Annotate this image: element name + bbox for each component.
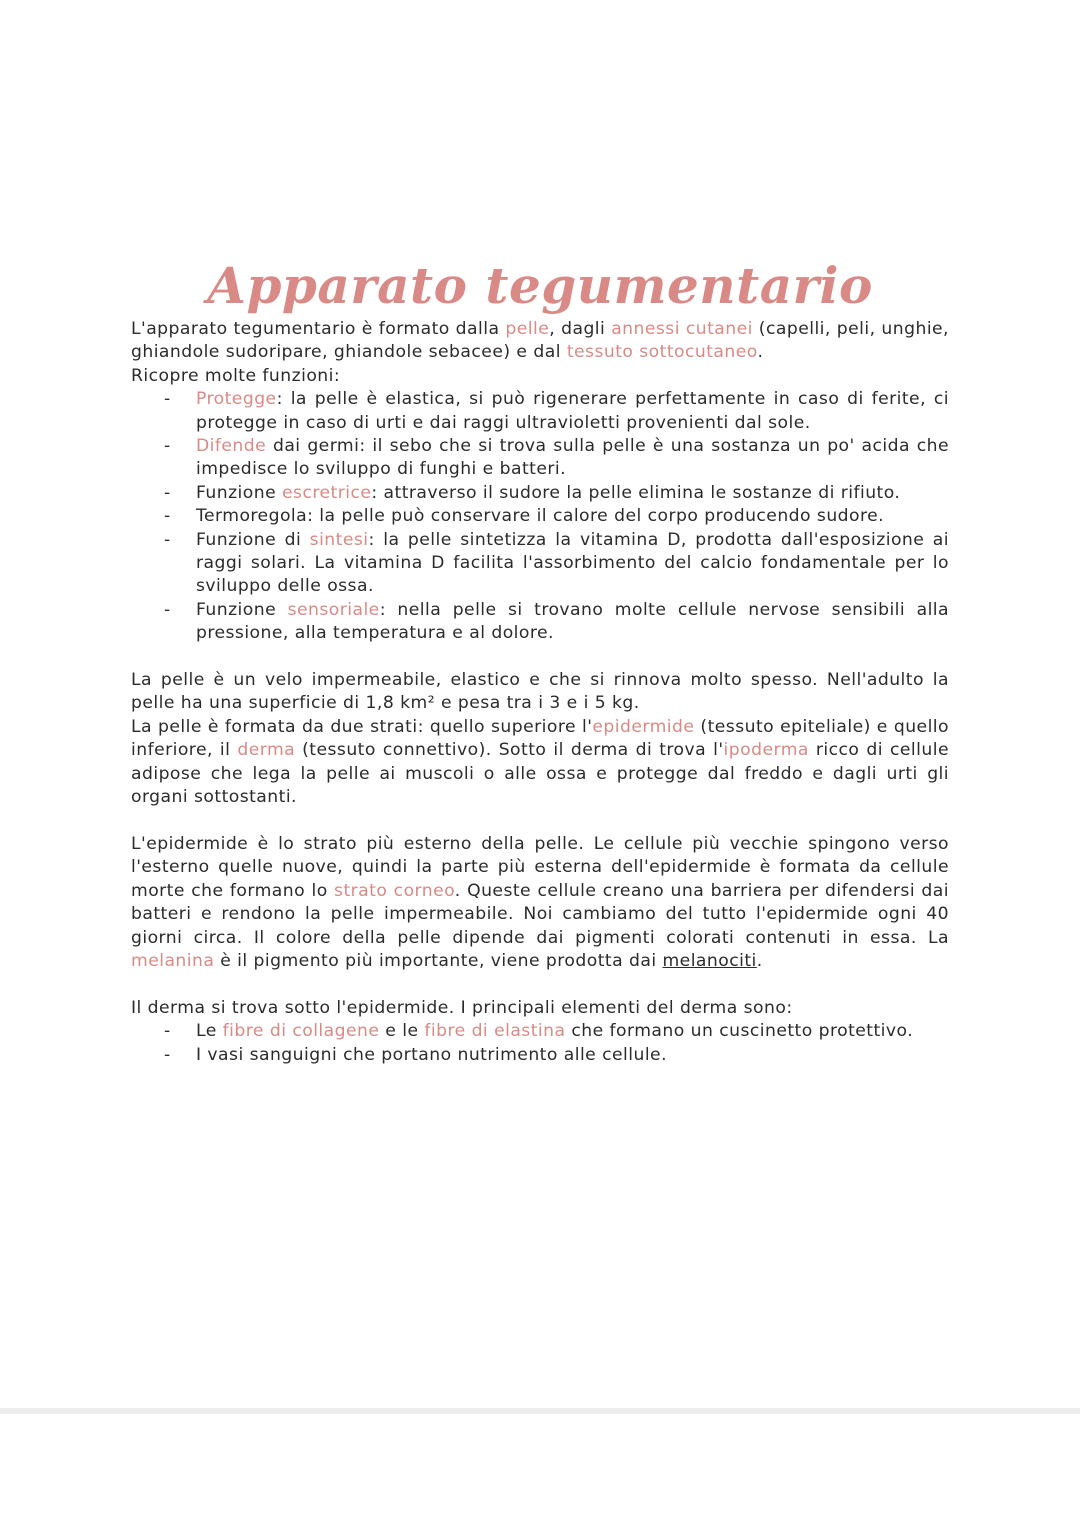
text-run: Funzione: [196, 599, 288, 620]
bullet-dash: -: [164, 389, 171, 410]
list-item: [131, 1020, 949, 1043]
text-run: L'apparato tegumentario è formato dalla: [131, 319, 506, 339]
term-difende: Difende: [196, 436, 267, 457]
list-item: [131, 435, 949, 482]
paragraph-gap: [131, 973, 949, 996]
derma-list: [131, 1020, 949, 1067]
term-melanociti: melanociti: [662, 950, 757, 971]
text-run: La pelle è formata da due strati: quello superiore l': [131, 716, 593, 737]
list-item: [131, 388, 949, 435]
page-bottom-edge: [0, 1408, 1080, 1414]
bullet-dash: -: [164, 1044, 171, 1065]
term-protegge: Protegge: [196, 389, 277, 410]
text-run: : la pelle sintetizza la vitamina D, prodotta dall'esposizione ai raggi solari. La vitamina D facilita l'assorbimento del calcio fondamentale per lo sviluppo delle ossa.: [196, 529, 949, 597]
list-item: [131, 599, 949, 646]
term-ipoderma: ipoderma: [723, 740, 809, 761]
paragraph-gap: [131, 810, 949, 833]
text-run: I vasi sanguigni che portano nutrimento alle cellule.: [196, 1044, 667, 1065]
paragraph-gap: [131, 646, 949, 669]
term-fibre-collagene: fibre di collagene: [222, 1021, 380, 1042]
text-run: è il pigmento più importante, viene prodotta dai: [214, 950, 663, 971]
document-body: [131, 318, 949, 1067]
list-item: [131, 505, 949, 528]
bullet-dash: -: [164, 482, 171, 503]
text-run: . Queste cellule creano una barriera per difendersi dai batteri e rendono la pelle impermeabile. Noi cambiamo del tutto l'epidermide ogni 40 giorni circa. Il colore della pelle dipende dai pigmenti colorati contenuti in essa. La: [131, 880, 949, 948]
term-derma: derma: [237, 740, 296, 761]
text-run: e le: [379, 1021, 425, 1042]
text-run: dai germi: il sebo che si trova sulla pelle è una sostanza un po' acida che impedisce lo sviluppo di funghi e batteri.: [196, 436, 949, 480]
list-item: [131, 529, 949, 599]
text-run: L'epidermide è lo strato più esterno della pelle. Le cellule più vecchie spingono verso l'esterno quelle nuove, quindi la parte più esterna dell'epidermide è formata da cellule morte che formano lo: [131, 833, 949, 901]
bullet-dash: -: [164, 1021, 171, 1042]
text-run: , dagli: [549, 319, 612, 339]
term-pelle: pelle: [505, 319, 550, 339]
epidermide-paragraph: [131, 833, 949, 973]
text-run: Le: [196, 1021, 223, 1042]
bullet-dash: -: [164, 599, 171, 620]
text-run: Termoregola: la pelle può conservare il calore del corpo producendo sudore.: [196, 506, 885, 527]
text-run: (capelli, peli, unghie, ghiandole sudoripare, ghiandole sebacee) e dal: [131, 319, 949, 363]
text-run: : la pelle è elastica, si può rigenerare perfettamente in caso di ferite, ci protegge in caso di urti e dai raggi ultravioletti provenienti dal sole.: [196, 389, 949, 433]
functions-intro: Ricopre molte funzioni:: [131, 365, 341, 386]
text-run: Funzione: [196, 482, 283, 503]
text-run: : nella pelle si trovano molte cellule nervose sensibili alla pressione, alla temperatura e al dolore.: [196, 599, 949, 644]
bullet-dash: -: [164, 506, 171, 527]
text-run: che formano un cuscinetto protettivo.: [565, 1021, 914, 1042]
term-annessi-cutanei: annessi cutanei: [611, 319, 753, 339]
text-run: .: [756, 950, 763, 971]
derma-intro: Il derma si trova sotto l'epidermide. I principali elementi del derma sono:: [131, 997, 793, 1018]
term-strato-corneo: strato corneo: [334, 880, 455, 901]
term-sensoriale: sensoriale: [287, 599, 380, 620]
text-run: ricco di cellule adipose che lega la pelle ai muscoli o alle ossa e protegge dal freddo e dagli urti gli organi sottostanti.: [131, 740, 949, 808]
term-fibre-elastina: fibre di elastina: [424, 1021, 566, 1042]
functions-list: [131, 388, 949, 645]
term-escretrice: escretrice: [282, 482, 372, 503]
intro-paragraph: [131, 318, 949, 365]
term-tessuto-sottocutaneo: tessuto sottocutaneo: [566, 342, 758, 363]
list-item: [131, 1044, 949, 1067]
text-run: .: [757, 342, 764, 363]
page-title: Apparato tegumentario: [207, 255, 873, 315]
text-run: (tessuto epiteliale) e quello inferiore, il: [131, 716, 949, 761]
pelle-paragraph-2: [131, 716, 949, 810]
text-run: : attraverso il sudore la pelle elimina le sostanze di rifiuto.: [371, 482, 901, 503]
bullet-dash: -: [164, 529, 171, 550]
term-epidermide: epidermide: [592, 716, 695, 737]
bullet-dash: -: [164, 436, 171, 457]
text-run: Funzione di: [196, 529, 310, 550]
term-melanina: melanina: [131, 950, 215, 971]
pelle-paragraph-1: La pelle è un velo impermeabile, elastico e che si rinnova molto spesso. Nell'adulto la pelle ha una superficie di 1,8 km² e pesa tra i 3 e i 5 kg.: [131, 670, 949, 714]
list-item: [131, 482, 949, 505]
term-sintesi: sintesi: [309, 529, 369, 550]
text-run: (tessuto connettivo). Sotto il derma di trova l': [295, 740, 724, 761]
